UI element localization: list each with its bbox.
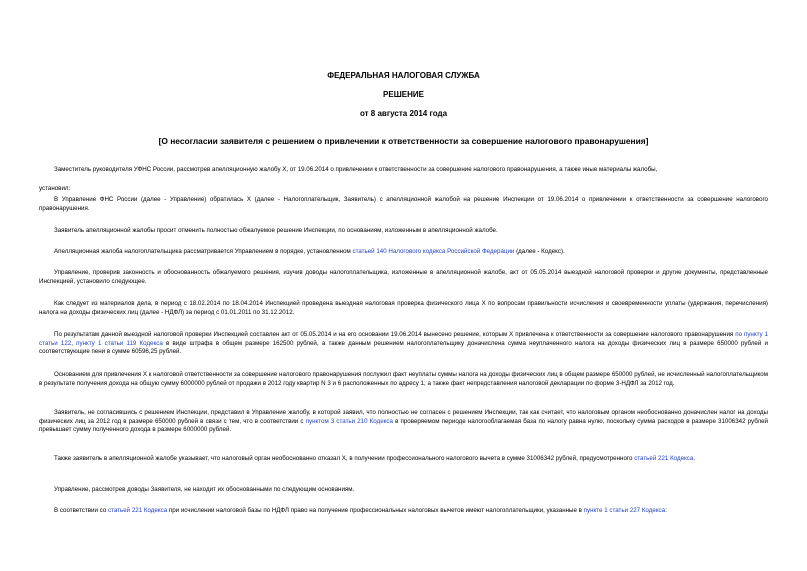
paragraph-procedure [39, 248, 768, 257]
text-run: (далее - Кодекс). [514, 248, 565, 255]
paragraph-appeal: В Управление ФНС России (далее - Управление) обратилась Х (далее - Налогоплательщик, Заявитель) с апелляционной жалобой на решение Инспекции от 19.06.2014 о привлечении к ответственности за совершение налогового правонарушения. [39, 196, 768, 212]
paragraph-conclusion: Управление, рассмотрев доводы Заявителя, не находит их обоснованными по следующим основаниям. [54, 486, 355, 493]
link-article-227[interactable]: пункте 1 статьи 227 Кодекса [583, 507, 666, 514]
text-run: при исчислении налоговой базы по НДФЛ право на получение профессиональных налоговых вычетов имеют налогоплательщики, указанные в [167, 507, 584, 514]
text-run: Заявитель, не согласившись с решением Инспекции, представил в Управление жалобу, в которой заявил, что полностью не согласен с решением Инспекции, так как считает, что налоговым органом необоснованно доначислен налог на доходы физических лиц за 2012 год в размере 650000 рублей в связи с тем, что в соответствии с [39, 409, 768, 425]
link-article-122[interactable]: по пункту 1 статьи 122 [39, 331, 768, 347]
paragraph-request: Заявитель апелляционной жалобы просит отменить полностью обжалуемое решение Инспекции, по основаниям, изложенным в апелляционной жалобе. [54, 227, 498, 234]
paragraph-established: установил: [39, 185, 71, 192]
link-article-221-b[interactable]: статьей 221 Кодекса [107, 507, 168, 514]
paragraph-deduction [39, 455, 768, 464]
text-run: Апелляционная жалоба налогоплательщика рассматривается Управлением в порядке, установленном [54, 248, 353, 255]
link-article-210[interactable]: пунктом 3 статьи 210 Кодекса [305, 417, 393, 425]
text-run: : [665, 507, 667, 514]
link-article-140[interactable]: статьей 140 Налогового кодекса Российской Федерации [352, 248, 515, 255]
paragraph-review: Управление, проверив законность и обоснованность обжалуемого решения, изучив доводы налогоплательщика, изложенные в апелляционной жалобе, акт от 05.05.2014 выездной налоговой проверки и другие документы, представленные Инспекцией, установило следующее. [39, 269, 768, 285]
doc-subject: [О несогласии заявителя с решением о привлечении к ответственности за совершение налогового правонарушения] [158, 136, 649, 146]
paragraph-results [39, 331, 768, 357]
link-article-221[interactable]: статьей 221 Кодекса [634, 455, 694, 462]
paragraph-intro: Заместитель руководителя УФНС России, рассмотрев апелляционную жалобу Х, от 19.06.2014 о привлечении к ответственности за совершение налогового правонарушения, а также иные материалы жалобы, [54, 166, 658, 173]
text-run: в виде штрафа в общем размере 162500 рублей, а также данным решением налогоплательщику доначислена сумма неуплаченного налога на доходы физических лиц в размере 650000 рублей и соответствующие пени в сумме 60596,25 рублей. [39, 339, 768, 356]
text-run: в проверяемом периоде налогооблагаемая база по налогу равна нулю, поскольку сумма расходов в размере 31006342 рублей превышает сумму полученного дохода в размере 6000000 рублей. [39, 417, 768, 434]
doc-type-title: РЕШЕНИЕ [383, 90, 424, 99]
text-run: Также заявитель в апелляционной жалобе указывает, что налоговый орган необоснованно отказал Х, в получении профессионального налогового вычета в сумме 31006342 рублей, предусмотренного [54, 455, 635, 462]
text-run: В соответствии со [54, 507, 108, 514]
paragraph-grounds: Основанием для привлечения Х к налоговой ответственности за совершение налогового правонарушения послужил факт неуплаты суммы налога на доходы физических лиц в общем размере 650000 рублей, не исчисленный налогоплательщиком в результате получения дохода на общую сумму 6000000 рублей от продажи в 2012 году квартир N 3 и 6 расположенных по адресу 1, а также факт непредставления налоговой декларации по форме 3-НДФЛ за 2012 год. [39, 371, 768, 387]
text-run: По результатам данной выездной налоговой проверки Инспекцией составлен акт от 05.05.2014 и на его основании 19.06.2014 вынесено решение, которым Х привлечена к ответственности за совершение налогового правонарушения [54, 331, 736, 338]
paragraph-objection [39, 409, 768, 435]
org-title: ФЕДЕРАЛЬНАЯ НАЛОГОВАЯ СЛУЖБА [327, 71, 480, 80]
link-article-119[interactable]: пункту 1 статьи 119 Кодекса [76, 339, 163, 347]
text-run: , [71, 339, 77, 347]
paragraph-audit: Как следует из материалов дела, в период с 18.02.2014 по 18.04.2014 Инспекцией проведена выездная налоговая проверка физического лица Х по вопросам правильности исчисления и своевременности уплаты (удержания, перечисления) налога на доходы физических лиц (далее - НДФЛ) за период с 01.01.2011 по 31.12.2012. [39, 300, 768, 316]
paragraph-article-221 [39, 507, 768, 516]
text-run: . [693, 455, 696, 462]
doc-date: от 8 августа 2014 года [359, 109, 448, 118]
